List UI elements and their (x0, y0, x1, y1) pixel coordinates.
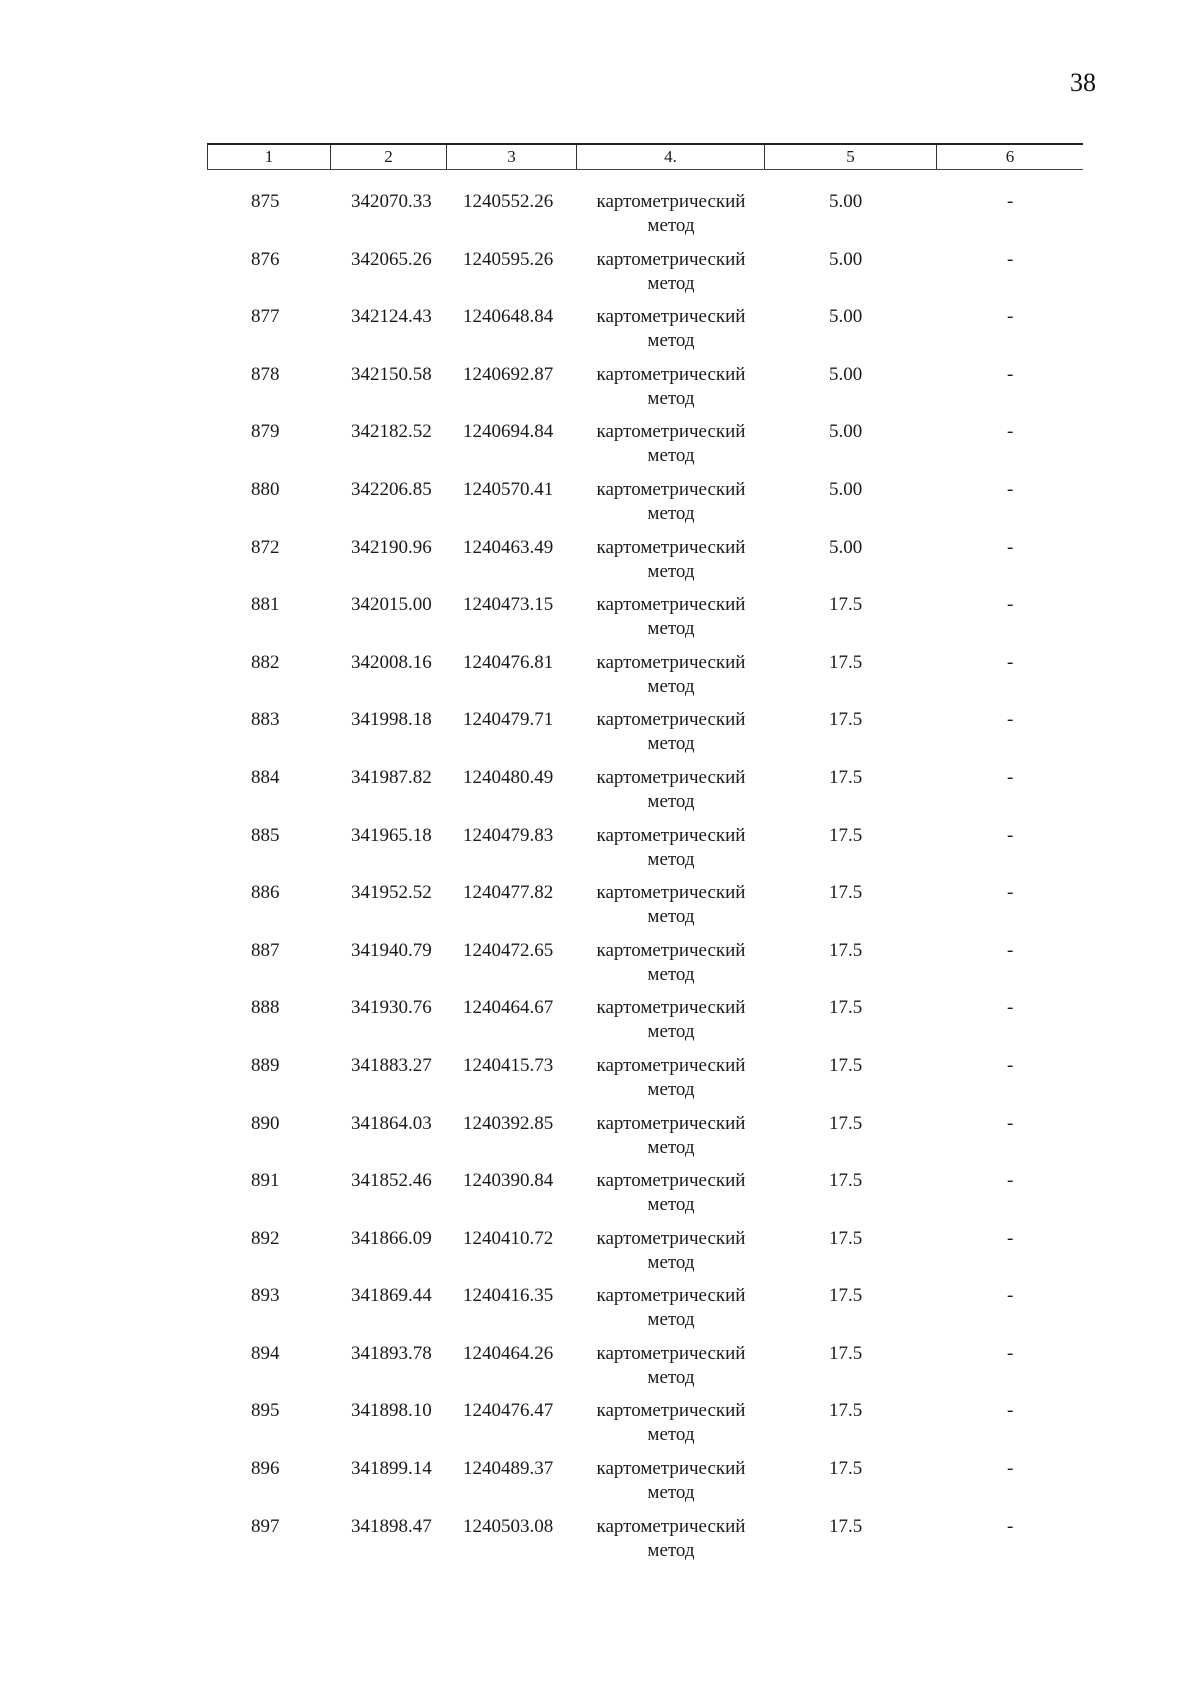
table-row (207, 478, 1083, 536)
accuracy-value: 17.5 (829, 1170, 863, 1192)
method-line-1: картометрический (596, 882, 746, 904)
table-row (207, 1112, 1083, 1170)
point-number: 876 (251, 248, 280, 270)
accuracy-value: 5.00 (829, 536, 863, 558)
coordinate-y: 1240479.71 (463, 709, 554, 731)
note-value: - (1007, 1285, 1014, 1307)
method-cell (577, 1112, 765, 1170)
note-value: - (1007, 939, 1014, 961)
method-line-1: картометрический (596, 651, 746, 673)
method-cell (577, 248, 765, 306)
header-col-2: 2 (331, 145, 447, 169)
header-col-3: 3 (447, 145, 577, 169)
point-number: 895 (251, 1400, 280, 1422)
method-line-1: картометрический (596, 766, 746, 788)
method-line-2: метод (647, 272, 695, 294)
method-line-2: метод (647, 330, 695, 352)
point-number: 879 (251, 421, 280, 443)
method-line-2: метод (647, 215, 695, 236)
header-col-1: 1 (207, 145, 331, 169)
method-line-1: картометрический (596, 824, 746, 846)
note-value: - (1007, 306, 1014, 328)
method-line-1: картометрический (596, 421, 746, 443)
method-cell (577, 305, 765, 363)
table-row (207, 939, 1083, 997)
method-line-1: картометрический (596, 997, 746, 1019)
coordinate-y: 1240472.65 (463, 939, 554, 961)
accuracy-value: 17.5 (829, 824, 863, 846)
accuracy-value: 5.00 (829, 421, 863, 443)
table-row (207, 1054, 1083, 1112)
coordinate-x: 342070.33 (351, 191, 432, 212)
method-cell (577, 190, 765, 248)
method-line-2: метод (647, 560, 695, 582)
table-row (207, 1515, 1083, 1573)
note-value: - (1007, 594, 1014, 616)
accuracy-value: 17.5 (829, 882, 863, 904)
table-row (207, 536, 1083, 594)
point-number: 880 (251, 478, 280, 500)
coordinate-x: 341952.52 (351, 882, 432, 904)
coordinate-x: 341869.44 (351, 1285, 432, 1307)
coordinate-x: 341898.10 (351, 1400, 432, 1422)
accuracy-value: 5.00 (829, 363, 863, 385)
method-line-1: картометрический (596, 306, 746, 328)
method-cell (577, 1054, 765, 1112)
method-line-1: картометрический (596, 1112, 746, 1134)
method-line-2: метод (647, 1309, 695, 1331)
method-line-2: метод (647, 1424, 695, 1446)
method-line-2: метод (647, 618, 695, 640)
note-value: - (1007, 248, 1014, 270)
point-number: 882 (251, 651, 280, 673)
coordinate-x: 341930.76 (351, 997, 432, 1019)
coordinate-y: 1240503.08 (463, 1515, 554, 1537)
method-line-2: метод (647, 1251, 695, 1273)
point-number: 881 (251, 594, 280, 616)
note-value: - (1007, 1342, 1014, 1364)
method-line-2: метод (647, 1539, 695, 1561)
note-value: - (1007, 478, 1014, 500)
method-cell (577, 1399, 765, 1457)
coordinate-y: 1240464.67 (463, 997, 554, 1019)
method-line-1: картометрический (596, 478, 746, 500)
coordinate-x: 341998.18 (351, 709, 432, 731)
point-number: 886 (251, 882, 280, 904)
table-row (207, 1399, 1083, 1457)
note-value: - (1007, 766, 1014, 788)
coordinate-y: 1240694.84 (463, 421, 554, 443)
coordinate-y: 1240392.85 (463, 1112, 554, 1134)
coordinate-y: 1240570.41 (463, 478, 554, 500)
coordinate-x: 342065.26 (351, 248, 432, 270)
accuracy-value: 17.5 (829, 1227, 863, 1249)
table-row (207, 420, 1083, 478)
coordinate-y: 1240463.49 (463, 536, 554, 558)
coordinate-y: 1240390.84 (463, 1170, 554, 1192)
table-header (207, 143, 1083, 170)
method-cell (577, 651, 765, 709)
accuracy-value: 17.5 (829, 594, 863, 616)
point-number: 887 (251, 939, 280, 961)
coordinate-y: 1240416.35 (463, 1285, 554, 1307)
coordinate-y: 1240692.87 (463, 363, 554, 385)
accuracy-value: 17.5 (829, 1112, 863, 1134)
method-cell (577, 593, 765, 651)
method-line-2: метод (647, 963, 695, 985)
point-number: 877 (251, 306, 280, 328)
point-number: 893 (251, 1285, 280, 1307)
method-cell (577, 363, 765, 421)
accuracy-value: 5.00 (829, 191, 863, 212)
point-number: 894 (251, 1342, 280, 1364)
note-value: - (1007, 1227, 1014, 1249)
method-cell (577, 766, 765, 824)
coordinate-x: 342124.43 (351, 306, 432, 328)
point-number: 884 (251, 766, 280, 788)
method-line-2: метод (647, 675, 695, 697)
method-line-1: картометрический (596, 1054, 746, 1076)
accuracy-value: 17.5 (829, 1458, 863, 1480)
method-line-1: картометрический (596, 1400, 746, 1422)
method-line-1: картометрический (596, 191, 746, 212)
coordinate-x: 341883.27 (351, 1054, 432, 1076)
accuracy-value: 17.5 (829, 997, 863, 1019)
method-line-2: метод (647, 1021, 695, 1043)
method-line-1: картометрический (596, 1458, 746, 1480)
note-value: - (1007, 1400, 1014, 1422)
note-value: - (1007, 882, 1014, 904)
note-value: - (1007, 1170, 1014, 1192)
note-value: - (1007, 997, 1014, 1019)
header-col-5: 5 (765, 145, 937, 169)
coordinate-x: 341866.09 (351, 1227, 432, 1249)
accuracy-value: 17.5 (829, 766, 863, 788)
method-cell (577, 478, 765, 536)
coordinate-x: 341940.79 (351, 939, 432, 961)
accuracy-value: 17.5 (829, 709, 863, 731)
method-line-2: метод (647, 502, 695, 524)
point-number: 896 (251, 1458, 280, 1480)
method-cell (577, 824, 765, 882)
coordinate-x: 342182.52 (351, 421, 432, 443)
coordinate-y: 1240477.82 (463, 882, 554, 904)
method-cell (577, 1169, 765, 1227)
note-value: - (1007, 1112, 1014, 1134)
method-line-2: метод (647, 1078, 695, 1100)
point-number: 888 (251, 997, 280, 1019)
point-number: 878 (251, 363, 280, 385)
coordinate-y: 1240552.26 (463, 191, 554, 212)
accuracy-value: 17.5 (829, 1342, 863, 1364)
table-row (207, 593, 1083, 651)
method-cell (577, 1515, 765, 1573)
point-number: 897 (251, 1515, 280, 1537)
coordinate-x: 341864.03 (351, 1112, 432, 1134)
table-row (207, 1457, 1083, 1515)
method-line-1: картометрический (596, 1285, 746, 1307)
method-line-1: картометрический (596, 594, 746, 616)
method-line-2: метод (647, 1366, 695, 1388)
coordinate-x: 341965.18 (351, 824, 432, 846)
table-row (207, 190, 1083, 248)
point-number: 875 (251, 191, 280, 212)
note-value: - (1007, 1054, 1014, 1076)
method-line-2: метод (647, 906, 695, 928)
table-row (207, 1227, 1083, 1285)
table-row (207, 305, 1083, 363)
method-line-1: картометрический (596, 363, 746, 385)
note-value: - (1007, 1458, 1014, 1480)
accuracy-value: 17.5 (829, 651, 863, 673)
point-number: 885 (251, 824, 280, 846)
point-number: 883 (251, 709, 280, 731)
coordinate-x: 341899.14 (351, 1458, 432, 1480)
method-line-2: метод (647, 1136, 695, 1158)
coordinate-x: 342015.00 (351, 594, 432, 616)
point-number: 889 (251, 1054, 280, 1076)
table-row (207, 996, 1083, 1054)
coordinate-y: 1240410.72 (463, 1227, 554, 1249)
accuracy-value: 5.00 (829, 248, 863, 270)
coordinate-y: 1240476.47 (463, 1400, 554, 1422)
point-number: 890 (251, 1112, 280, 1134)
coordinate-x: 341898.47 (351, 1515, 432, 1537)
accuracy-value: 5.00 (829, 478, 863, 500)
header-col-6: 6 (1005, 147, 1015, 166)
method-cell (577, 1457, 765, 1515)
coordinate-x: 341852.46 (351, 1170, 432, 1192)
method-cell (577, 1227, 765, 1285)
note-value: - (1007, 709, 1014, 731)
method-cell (577, 536, 765, 594)
coordinate-y: 1240464.26 (463, 1342, 554, 1364)
coordinate-x: 342150.58 (351, 363, 432, 385)
method-line-1: картометрический (596, 1342, 746, 1364)
header-col-4: 4. (577, 145, 765, 169)
table-body (207, 190, 1083, 1572)
method-cell (577, 708, 765, 766)
method-line-2: метод (647, 1194, 695, 1216)
method-line-1: картометрический (596, 1170, 746, 1192)
coordinate-y: 1240648.84 (463, 306, 554, 328)
note-value: - (1007, 191, 1014, 212)
accuracy-value: 5.00 (829, 306, 863, 328)
table-row (207, 1342, 1083, 1400)
method-cell (577, 420, 765, 478)
method-cell (577, 881, 765, 939)
point-number: 892 (251, 1227, 280, 1249)
note-value: - (1007, 824, 1014, 846)
method-line-1: картометрический (596, 939, 746, 961)
accuracy-value: 17.5 (829, 1054, 863, 1076)
method-line-2: метод (647, 1482, 695, 1504)
method-line-2: метод (647, 848, 695, 870)
method-cell (577, 996, 765, 1054)
page-number: 38 (1070, 68, 1096, 97)
coordinate-y: 1240480.49 (463, 766, 554, 788)
method-line-1: картометрический (596, 248, 746, 270)
accuracy-value: 17.5 (829, 1285, 863, 1307)
coordinate-y: 1240479.83 (463, 824, 554, 846)
table-row (207, 881, 1083, 939)
point-number: 872 (251, 536, 280, 558)
method-line-2: метод (647, 733, 695, 755)
note-value: - (1007, 363, 1014, 385)
method-cell (577, 939, 765, 997)
method-line-2: метод (647, 790, 695, 812)
method-line-1: картометрический (596, 709, 746, 731)
method-line-1: картометрический (596, 1515, 746, 1537)
coordinate-y: 1240595.26 (463, 248, 554, 270)
table-row (207, 651, 1083, 709)
accuracy-value: 17.5 (829, 1515, 863, 1537)
point-number: 891 (251, 1170, 280, 1192)
accuracy-value: 17.5 (829, 939, 863, 961)
method-line-1: картометрический (596, 1227, 746, 1249)
table-row (207, 708, 1083, 766)
coordinate-x: 341987.82 (351, 766, 432, 788)
coordinate-y: 1240415.73 (463, 1054, 554, 1076)
coordinate-y: 1240476.81 (463, 651, 554, 673)
method-cell (577, 1342, 765, 1400)
coordinates-table (207, 143, 1083, 1572)
note-value: - (1007, 421, 1014, 443)
coordinate-y: 1240489.37 (463, 1458, 554, 1480)
table-row (207, 1284, 1083, 1342)
table-row (207, 248, 1083, 306)
note-value: - (1007, 651, 1014, 673)
coordinate-y: 1240473.15 (463, 594, 554, 616)
coordinate-x: 341893.78 (351, 1342, 432, 1364)
note-value: - (1007, 1515, 1014, 1537)
coordinate-x: 342190.96 (351, 536, 432, 558)
table-row (207, 766, 1083, 824)
table-row (207, 824, 1083, 882)
accuracy-value: 17.5 (829, 1400, 863, 1422)
coordinate-x: 342008.16 (351, 651, 432, 673)
table-row (207, 363, 1083, 421)
method-line-2: метод (647, 445, 695, 467)
table-row (207, 1169, 1083, 1227)
method-line-2: метод (647, 387, 695, 409)
method-cell (577, 1284, 765, 1342)
method-line-1: картометрический (596, 536, 746, 558)
note-value: - (1007, 536, 1014, 558)
coordinate-x: 342206.85 (351, 478, 432, 500)
